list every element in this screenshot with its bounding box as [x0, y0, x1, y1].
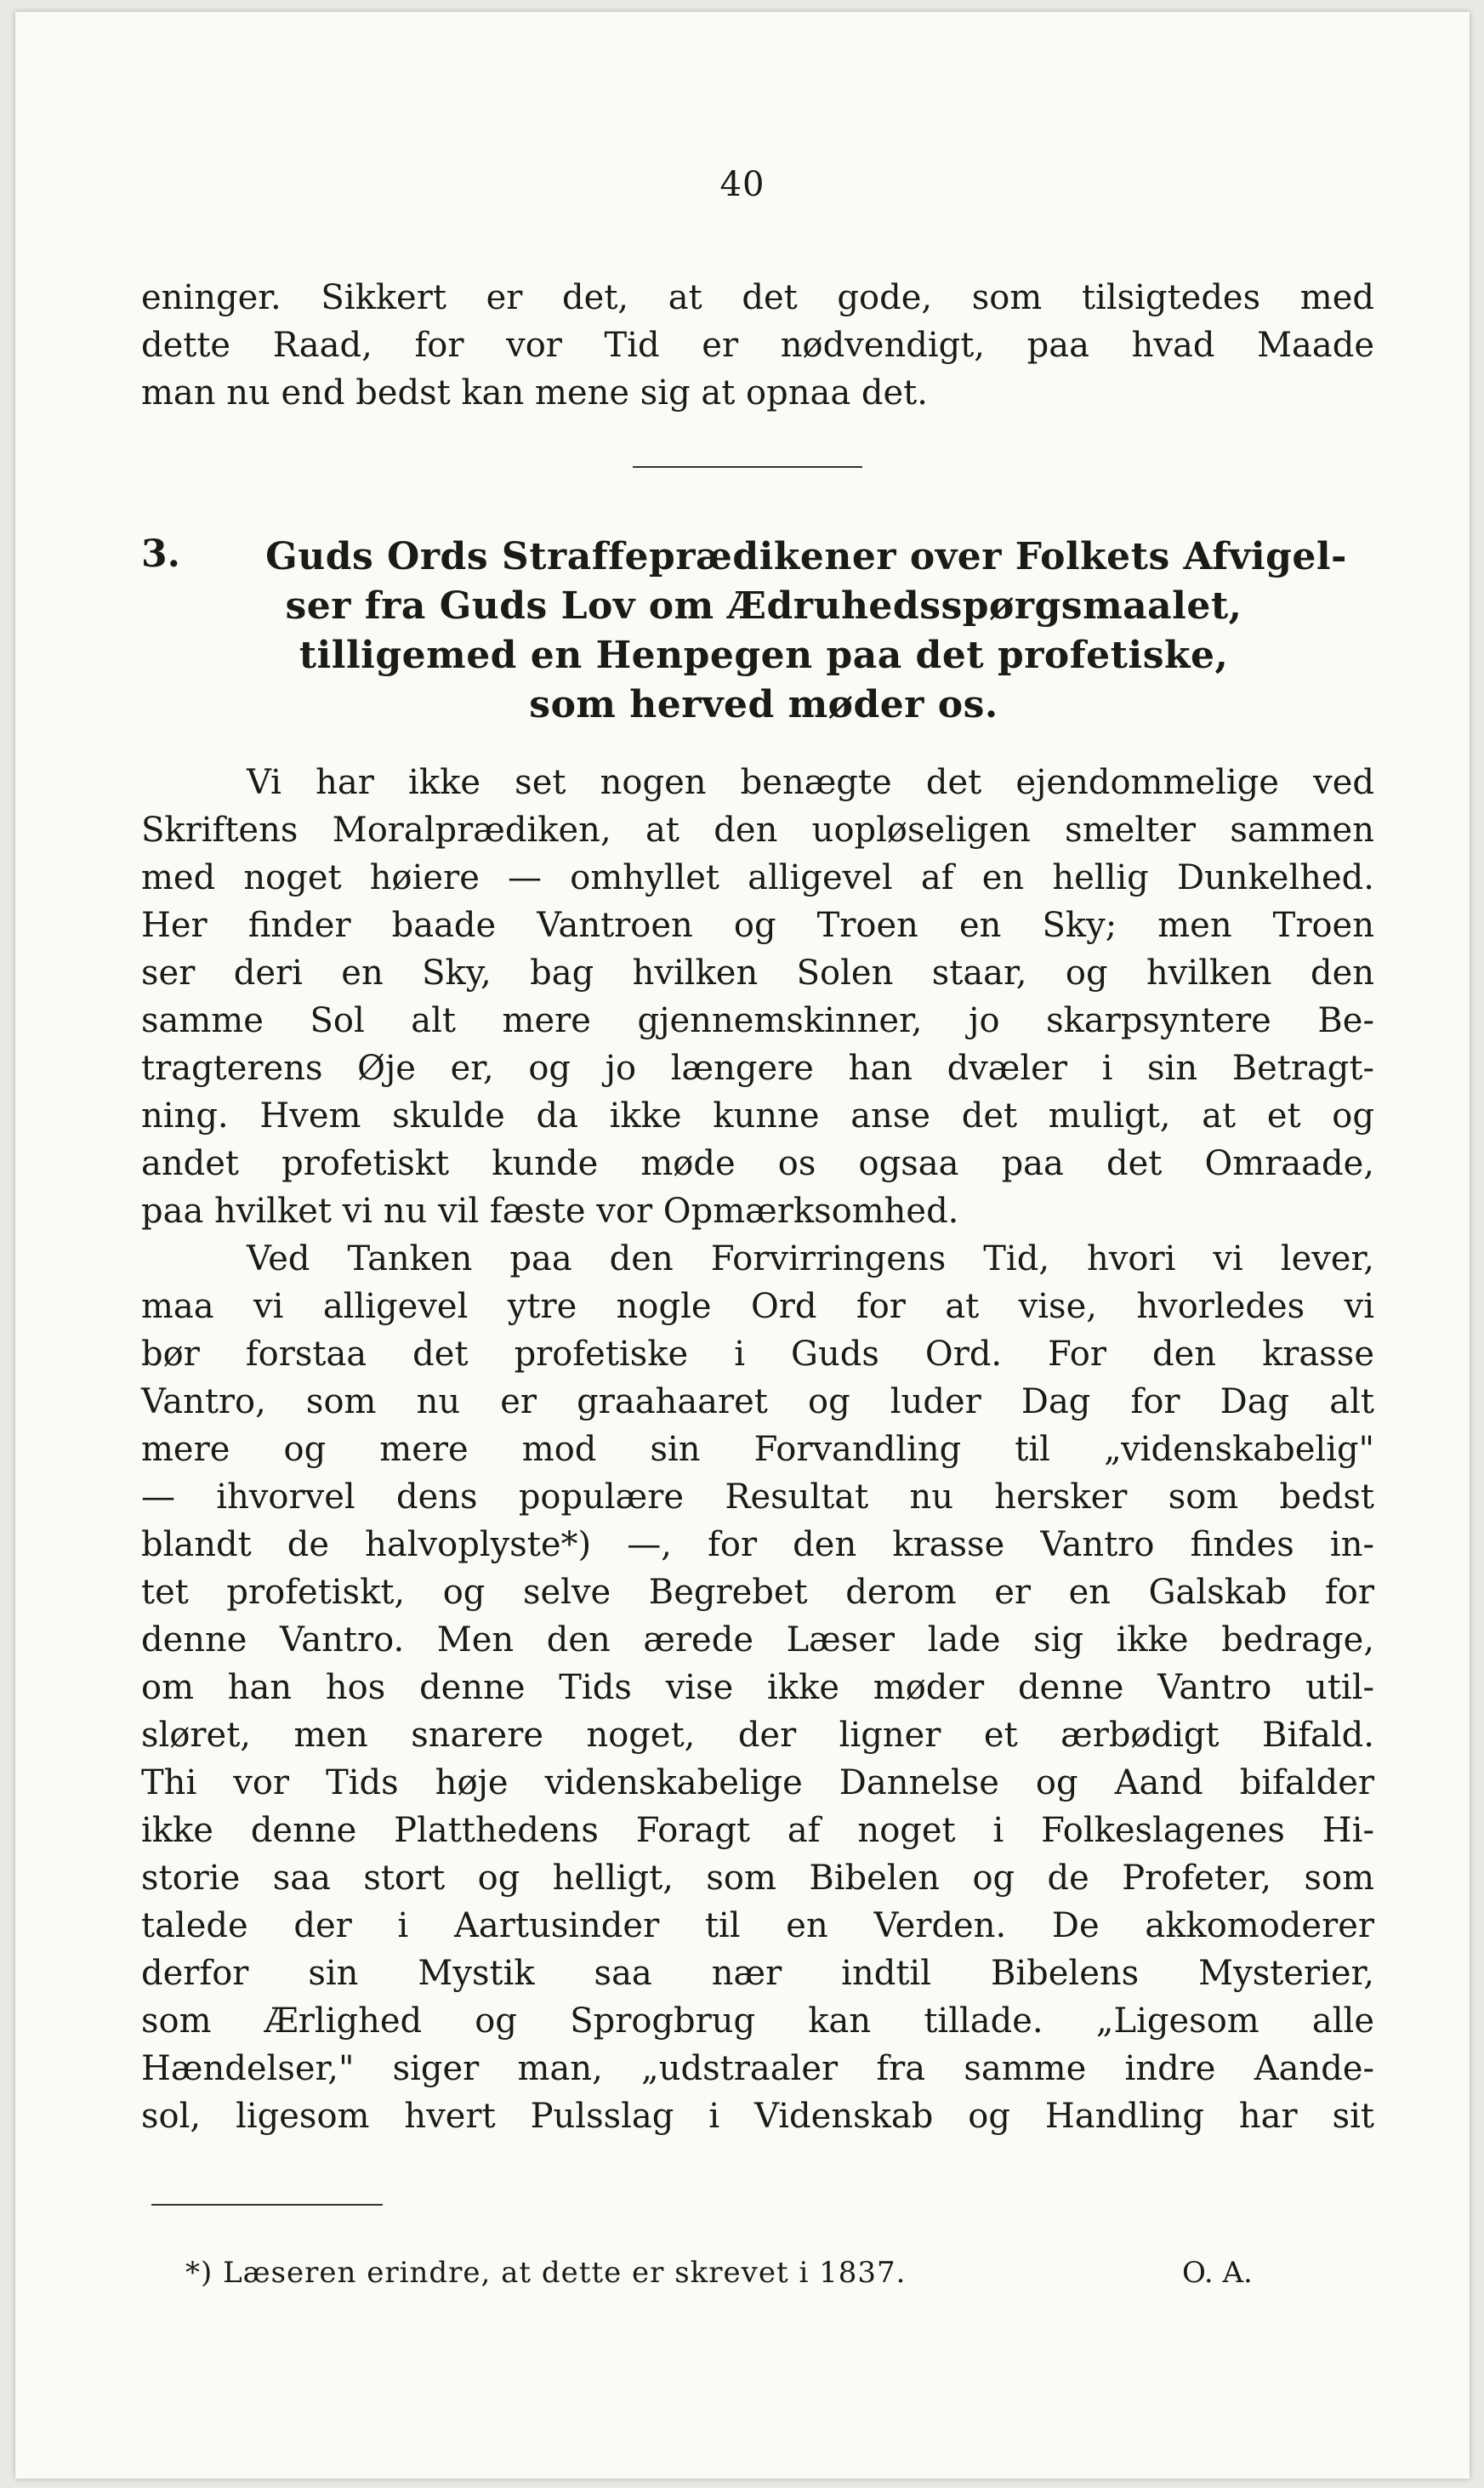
footnote-divider: [151, 2204, 383, 2206]
text-line: Vi har ikke set nogen benægte det ejendommelige ved: [247, 763, 1374, 802]
text-line: bør forstaa det profetiske i Guds Ord. For den krasse: [141, 1335, 1374, 1374]
text-line: Skriftens Moralprædiken, at den uopløseligen smelter sammen: [141, 811, 1374, 850]
text-line: samme Sol alt mere gjennemskinner, jo skarpsyntere Be-: [141, 1001, 1374, 1040]
footnote-signature: O. A.: [1182, 2256, 1253, 2290]
text-line: med noget høiere — omhyllet alligevel af en hellig Dunkelhed.: [141, 858, 1374, 897]
text-line: blandt de halvoplyste*) —, for den krasse Vantro findes in-: [141, 1525, 1374, 1564]
text-line: Ved Tanken paa den Forvirringens Tid, hvori vi lever,: [247, 1239, 1374, 1278]
text-line: sløret, men snarere noget, der ligner et ærbødigt Bifald.: [141, 1716, 1374, 1755]
text-line: man nu end bedst kan mene sig at opnaa det.: [141, 373, 928, 413]
text-line: eninger. Sikkert er det, at det gode, som tilsigtedes med: [141, 278, 1374, 317]
text-line: sol, ligesom hvert Pulsslag i Videnskab og Handling har sit: [141, 2097, 1374, 2136]
section-divider: [633, 466, 862, 468]
text-line: mere og mere mod sin Forvandling til „videnskabelig": [141, 1430, 1374, 1469]
text-line: Hændelser," siger man, „udstraaler fra samme indre Aande-: [141, 2049, 1374, 2088]
heading-line: ser fra Guds Lov om Ædruhedsspørgsmaalet,: [285, 584, 1242, 628]
text-line: ning. Hvem skulde da ikke kunne anse det muligt, at et og: [141, 1096, 1374, 1136]
text-line: Her finder baade Vantroen og Troen en Sky; men Troen: [141, 906, 1374, 945]
text-line: som Ærlighed og Sprogbrug kan tillade. „Ligesom alle: [141, 2001, 1374, 2041]
text-line: denne Vantro. Men den ærede Læser lade sig ikke bedrage,: [141, 1620, 1374, 1660]
text-line: dette Raad, for vor Tid er nødvendigt, paa hvad Maade: [141, 326, 1374, 365]
text-line: tragterens Øje er, og jo længere han dvæler i sin Betragt-: [141, 1049, 1374, 1088]
text-line: Thi vor Tids høje videnskabelige Dannelse og Aand bifalder: [141, 1763, 1374, 1802]
text-line: storie saa stort og helligt, som Bibelen og de Profeter, som: [141, 1859, 1374, 1898]
text-line: andet profetiskt kunde møde os ogsaa paa det Omraade,: [141, 1144, 1374, 1183]
book-page: [15, 12, 1470, 2479]
text-line: ikke denne Platthedens Foragt af noget i Folkeslagenes Hi-: [141, 1811, 1374, 1850]
text-line: maa vi alligevel ytre nogle Ord for at vise, hvorledes vi: [141, 1287, 1374, 1326]
text-line: om han hos denne Tids vise ikke møder denne Vantro util-: [141, 1668, 1374, 1707]
footnote: *) Læseren erindre, at dette er skrevet i 1837.: [185, 2256, 907, 2290]
text-line: tet profetiskt, og selve Begrebet derom er en Galskab for: [141, 1573, 1374, 1612]
heading-line: som herved møder os.: [529, 683, 998, 726]
heading-line: tilligemed en Henpegen paa det profetiske,: [299, 634, 1229, 677]
section-number: 3.: [141, 532, 180, 576]
text-line: — ihvorvel dens populære Resultat nu hersker som bedst: [141, 1477, 1374, 1517]
text-line: paa hvilket vi nu vil fæste vor Opmærksomhed.: [141, 1192, 959, 1231]
text-line: talede der i Aartusinder til en Verden. De akkomoderer: [141, 1906, 1374, 1945]
page-number: 40: [719, 165, 765, 204]
text-line: Vantro, som nu er graahaaret og luder Dag for Dag alt: [141, 1382, 1374, 1421]
text-line: ser deri en Sky, bag hvilken Solen staar, og hvilken den: [141, 954, 1374, 993]
text-line: derfor sin Mystik saa nær indtil Bibelens Mysterier,: [141, 1954, 1374, 1993]
heading-line: Guds Ords Straffeprædikener over Folkets Afvigel-: [265, 535, 1347, 578]
